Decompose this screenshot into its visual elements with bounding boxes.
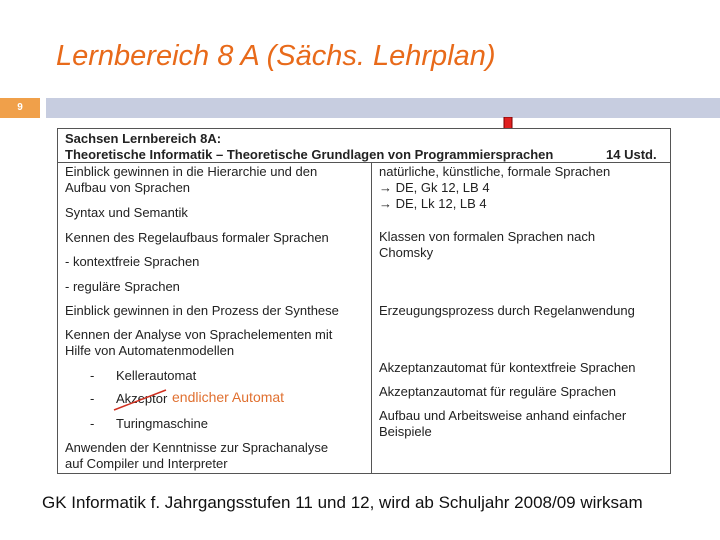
- left-cell: Anwenden der Kenntnisse zur Sprachanalyse: [65, 440, 329, 455]
- left-cell: Einblick gewinnen in die Hierarchie und den: [65, 164, 318, 179]
- strikethrough-mark: [112, 388, 168, 412]
- left-cell: - kontextfreie Sprachen: [65, 254, 200, 269]
- left-cell: Syntax und Semantik: [65, 205, 188, 220]
- left-cell-struck: Akzeptor: [116, 391, 168, 406]
- slide-number: 9: [0, 98, 40, 118]
- right-cell: Beispiele: [379, 424, 432, 439]
- left-cell: Aufbau von Sprachen: [65, 180, 191, 195]
- table-header-line1: Sachsen Lernbereich 8A:: [65, 131, 222, 146]
- left-cell: Turingmaschine: [116, 416, 209, 431]
- accent-bar: [46, 98, 720, 118]
- bullet-dash: -: [90, 391, 95, 406]
- table-header-line2: Theoretische Informatik – Theoretische Grundlagen von Programmiersprachen: [65, 147, 554, 162]
- column-divider: [371, 162, 372, 473]
- right-cell: Akzeptanzautomat für reguläre Sprachen: [379, 384, 617, 399]
- right-cell: Aufbau und Arbeitsweise anhand einfacher: [379, 408, 627, 423]
- right-cell: Klassen von formalen Sprachen nach: [379, 229, 596, 244]
- right-cell: → DE, Lk 12, LB 4: [379, 196, 487, 211]
- right-cell: Akzeptanzautomat für kontextfreie Sprachen: [379, 360, 636, 375]
- left-cell: Kennen des Regelaufbaus formaler Sprachen: [65, 230, 329, 245]
- left-cell: Einblick gewinnen in den Prozess der Synthese: [65, 303, 339, 318]
- handwritten-annotation: endlicher Automat: [172, 389, 285, 405]
- bullet-dash: -: [90, 416, 95, 431]
- left-cell: - reguläre Sprachen: [65, 279, 180, 294]
- curriculum-table: [57, 128, 671, 474]
- slide-title: Lernbereich 8 A (Sächs. Lehrplan): [56, 40, 496, 72]
- left-cell: Kennen der Analyse von Sprachelementen mit: [65, 327, 333, 342]
- right-cell: → DE, Gk 12, LB 4: [379, 180, 490, 195]
- table-header-hours: 14 Ustd.: [606, 147, 657, 162]
- bullet-dash: -: [90, 368, 95, 383]
- right-cell: Chomsky: [379, 245, 434, 260]
- right-cell: natürliche, künstliche, formale Sprachen: [379, 164, 611, 179]
- table-header: [58, 129, 670, 163]
- left-cell: Hilfe von Automatenmodellen: [65, 343, 235, 358]
- slide-footer: GK Informatik f. Jahrgangsstufen 11 und 12, wird ab Schuljahr 2008/09 wirksam: [42, 493, 643, 512]
- left-cell: Kellerautomat: [116, 368, 197, 383]
- right-cell: Erzeugungsprozess durch Regelanwendung: [379, 303, 635, 318]
- left-cell: auf Compiler und Interpreter: [65, 456, 228, 471]
- slide-header-bar: [0, 98, 720, 118]
